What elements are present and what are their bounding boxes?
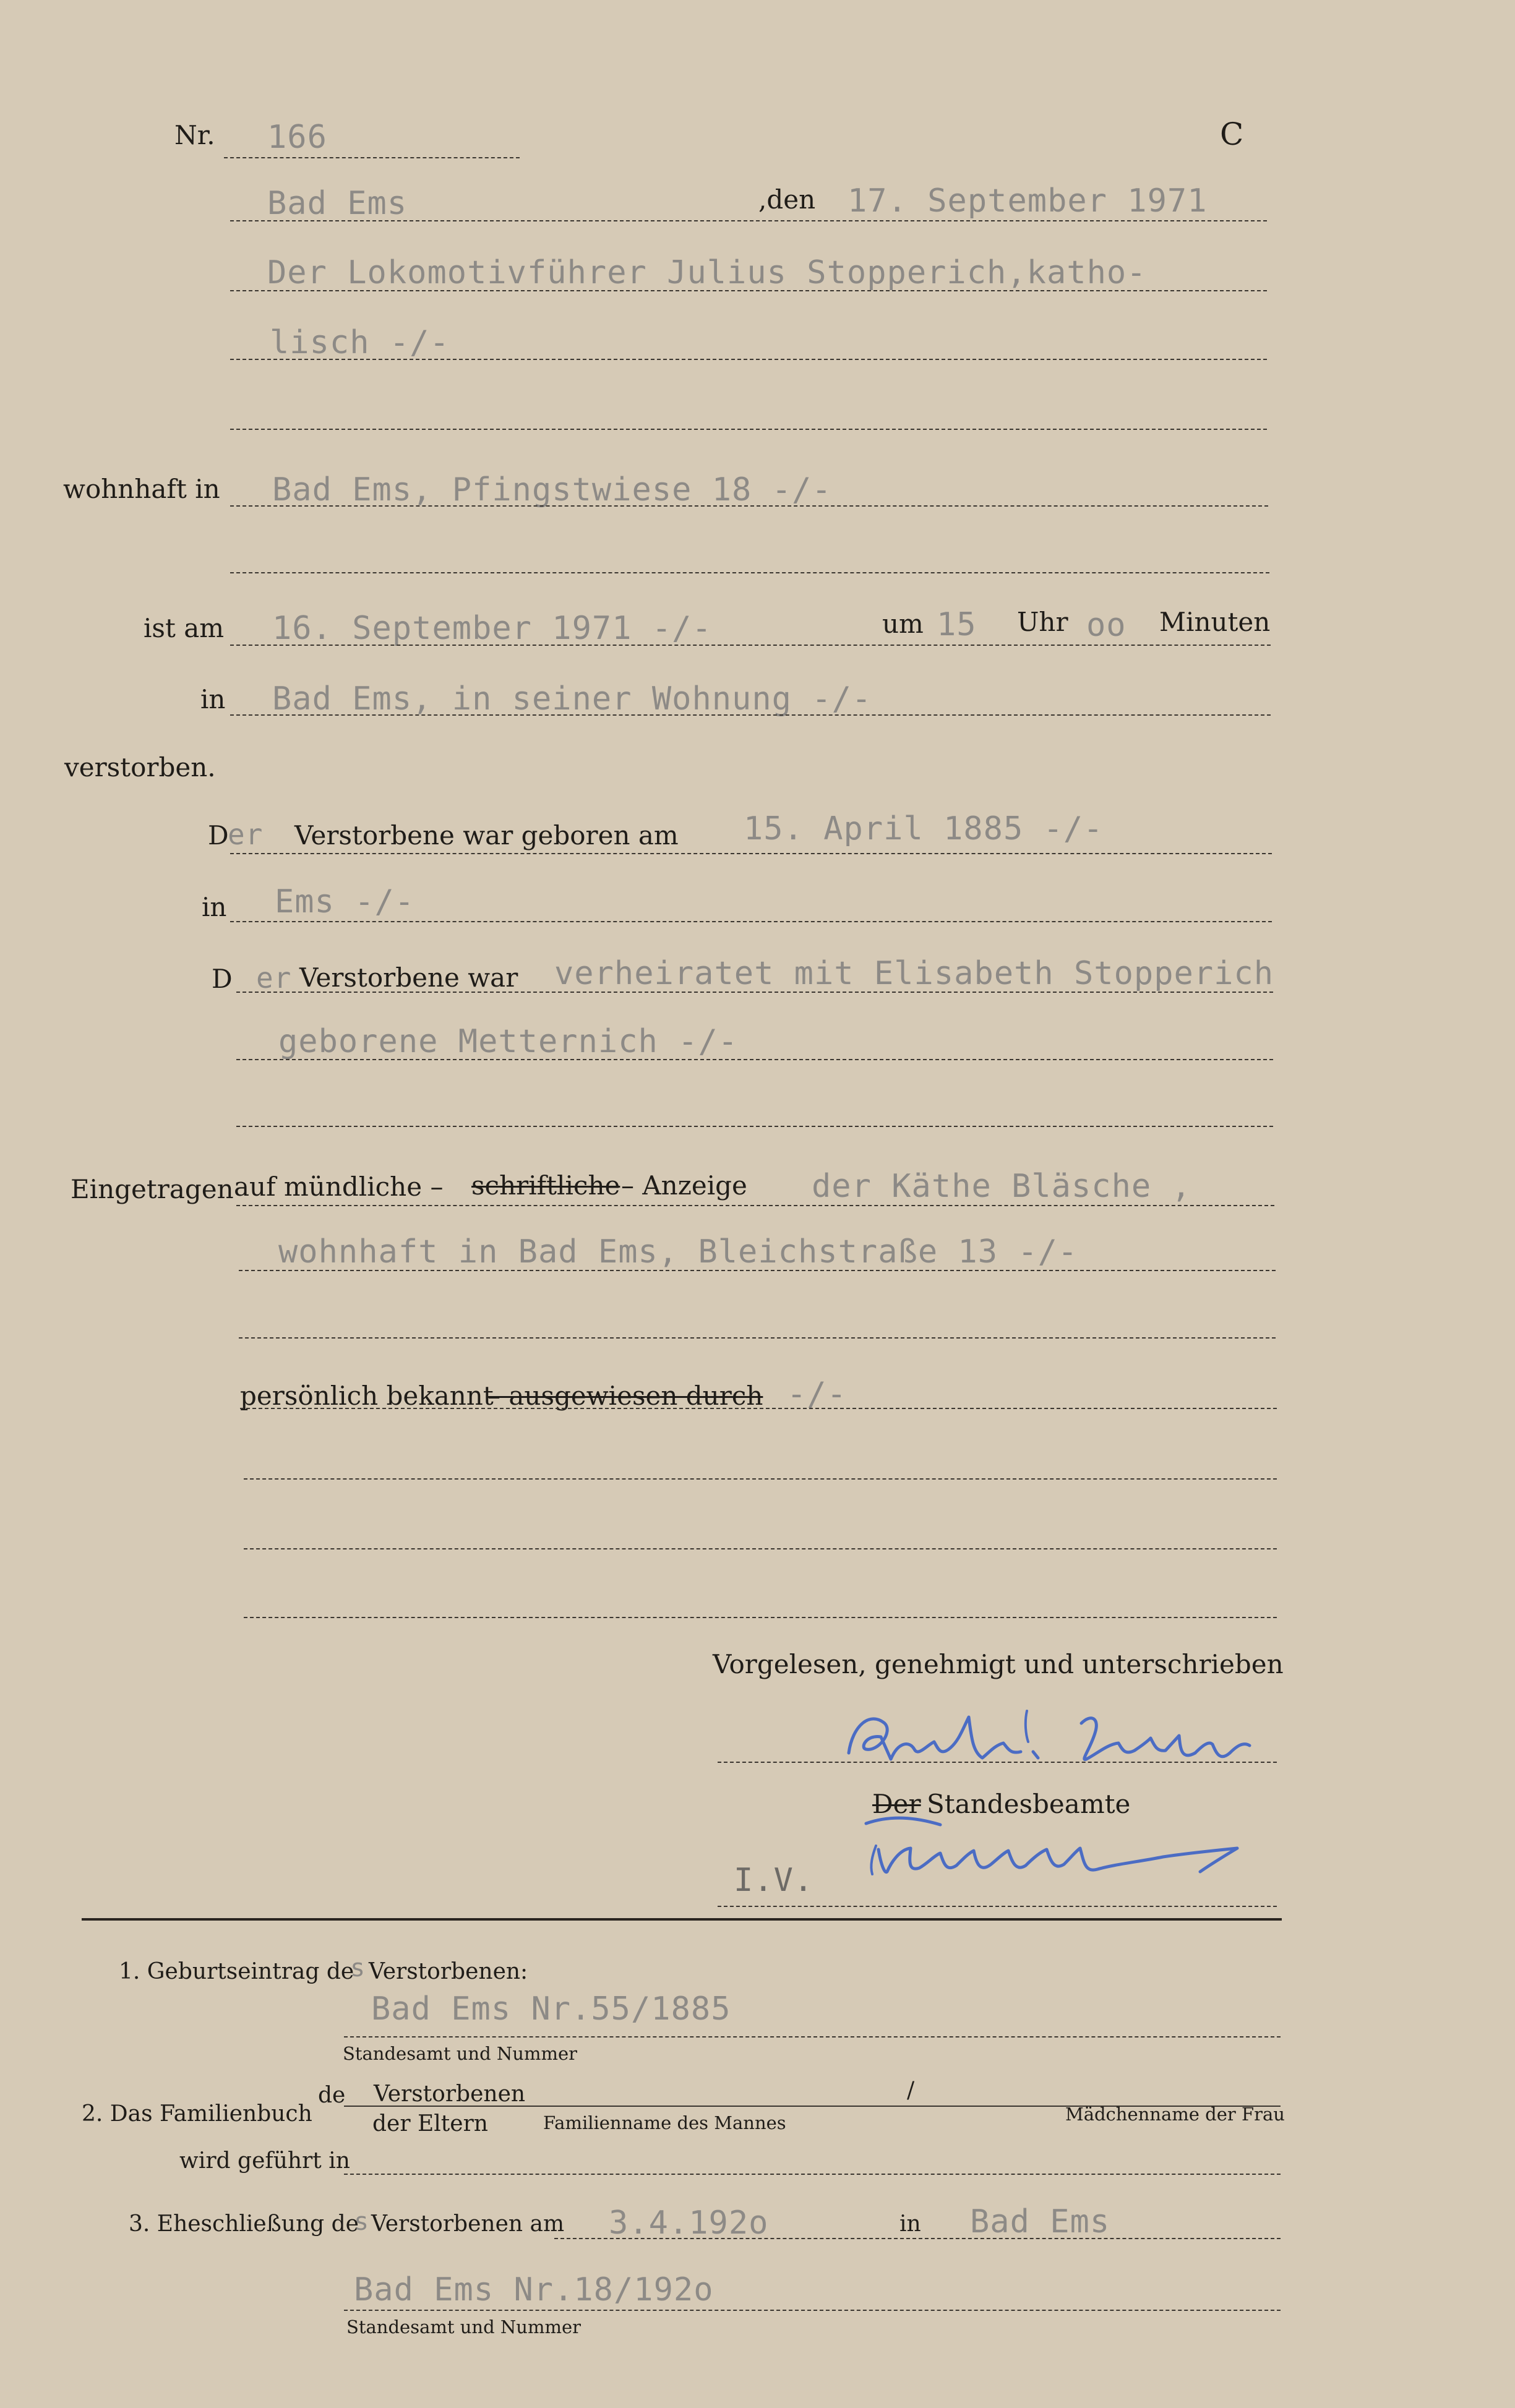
footer-item-1-value: Bad Ems Nr.55/1885 [371,1990,731,2028]
death-place: Bad Ems, in seiner Wohnung -/- [272,680,872,718]
birth-label: Verstorbene war geboren am [294,820,679,851]
footer-item-3-line [554,2238,1281,2239]
eingetragen-label: Eingetragen [71,1174,234,1204]
uhr-label: Uhr [1017,607,1068,637]
death-hour: 15 [937,606,977,643]
footer-item-1-label-2: Verstorbenen: [369,1959,528,1984]
report-line-3-rule [239,1337,1276,1339]
death-date-line [230,645,1271,646]
death-date: 16. September 1971 -/- [272,610,712,647]
footer-item-1-label: 1. Geburtseintrag de [119,1959,354,1984]
footer-item-3-caption: Standesamt und Nummer [346,2316,581,2337]
registrar-signature [841,1812,1287,1905]
report-line-1-rule [236,1205,1274,1206]
footer-item-3-value-line [344,2310,1281,2311]
footer-item-3-date: 3.4.192o [609,2204,769,2242]
marriage-line-2-rule [236,1059,1273,1060]
verstorben-label: verstorben. [64,752,216,782]
birth-in-label: in [202,892,227,922]
birth-prefix: D [208,820,229,851]
footer-item-2-maedchenname: Mädchenname der Frau [1065,2104,1285,2125]
footer-item-1-line [344,2036,1281,2037]
der-label: Der [872,1789,921,1819]
birth-place-line [230,921,1272,922]
birth-date: 15. April 1885 -/- [744,810,1104,847]
nr-value: 166 [267,119,327,156]
nr-line [224,157,520,158]
identity-line-4 [244,1617,1277,1618]
place-date-line [230,220,1267,221]
birth-date-line [230,853,1272,854]
anzeige-label: – Anzeige [621,1170,747,1201]
record-date: 17. September 1971 [848,182,1208,220]
residence-line-1 [230,505,1268,507]
identity-line [240,1408,1277,1409]
ist-am-label: ist am [144,613,225,643]
signature-line-1 [718,1762,1277,1763]
informant-signature [841,1705,1287,1779]
death-place-line [230,714,1271,716]
ausgewiesen-label: – ausgewiesen durch [487,1381,763,1411]
footer-item-2-slash: / [907,2078,915,2103]
marriage-line-1: verheiratet mit Elisabeth Stopperich [554,955,1274,992]
footer-item-2-familienname: Familienname des Mannes [543,2112,786,2133]
schriftliche-label: schriftliche [471,1170,620,1201]
report-line-1: der Käthe Bläsche , [812,1168,1191,1205]
person-line-1: Der Lokomotivführer Julius Stopperich,katho- [267,254,1147,291]
person-line-1-rule [230,290,1267,291]
footer-item-1-s: s [350,1954,366,1982]
residence-label: wohnhaft in [63,474,220,504]
marriage-line-1-rule [236,992,1273,993]
footer-item-1-caption: Standesamt und Nummer [343,2043,577,2064]
bekannt-label: persönlich bekannt [240,1381,494,1411]
footer-item-3-s: s [354,2208,370,2236]
footer-item-3-label: 3. Eheschließung de [129,2211,359,2237]
nr-label: Nr. [174,120,215,150]
identity-line-2 [244,1478,1277,1480]
identity-value: -/- [787,1376,847,1413]
footer-item-2-eltern: der Eltern [372,2111,488,2136]
footer-item-3-label-2: Verstorbenen am [371,2211,565,2237]
footer-separator [82,1918,1282,1921]
footer-item-3-place: Bad Ems [970,2203,1110,2240]
death-in-label: in [200,684,226,714]
residence-line-2 [230,572,1269,573]
marriage-line-2: geborene Metternich -/- [278,1023,739,1060]
footer-item-2-verstorbenen: Verstorbenen [374,2081,526,2107]
birth-prefix-typed: er [228,818,264,851]
footer-item-3-in: in [899,2211,921,2237]
um-label: um [882,609,924,639]
closing-statement: Vorgelesen, genehmigt und unterschrieben [713,1649,1284,1679]
report-line-2-rule [239,1270,1276,1271]
signature-line-2 [718,1906,1277,1907]
residence-value: Bad Ems, Pfingstwiese 18 -/- [272,471,832,508]
person-line-2: lisch -/- [270,324,450,361]
minuten-label: Minuten [1159,607,1271,637]
den-label: ,den [758,184,816,215]
marriage-label: Verstorbene war [299,962,518,993]
muendliche-label: auf mündliche – [234,1172,444,1202]
marriage-prefix-typed: er [256,961,292,995]
report-line-2: wohnhaft in Bad Ems, Bleichstraße 13 -/- [278,1233,1078,1270]
death-minutes: oo [1086,607,1127,644]
footer-item-2-label: 2. Das Familienbuch [82,2101,312,2127]
iv-label: I.V. [734,1862,814,1899]
person-line-3-rule [230,429,1267,430]
identity-line-3 [244,1548,1277,1549]
footer-item-2-place-line [344,2174,1281,2175]
standesbeamte-label: Standesbeamte [927,1789,1131,1819]
footer-item-2-de: de [318,2083,346,2108]
register-letter: C [1220,116,1244,152]
birth-place: Ems -/- [275,883,415,920]
person-line-2-rule [230,359,1267,360]
marriage-prefix: D [212,964,233,994]
footer-item-3-value: Bad Ems Nr.18/192o [354,2271,714,2308]
footer-item-2-gefuehrt: wird geführt in [179,2148,350,2174]
place-value: Bad Ems [267,185,408,222]
marriage-line-3-rule [236,1126,1273,1127]
